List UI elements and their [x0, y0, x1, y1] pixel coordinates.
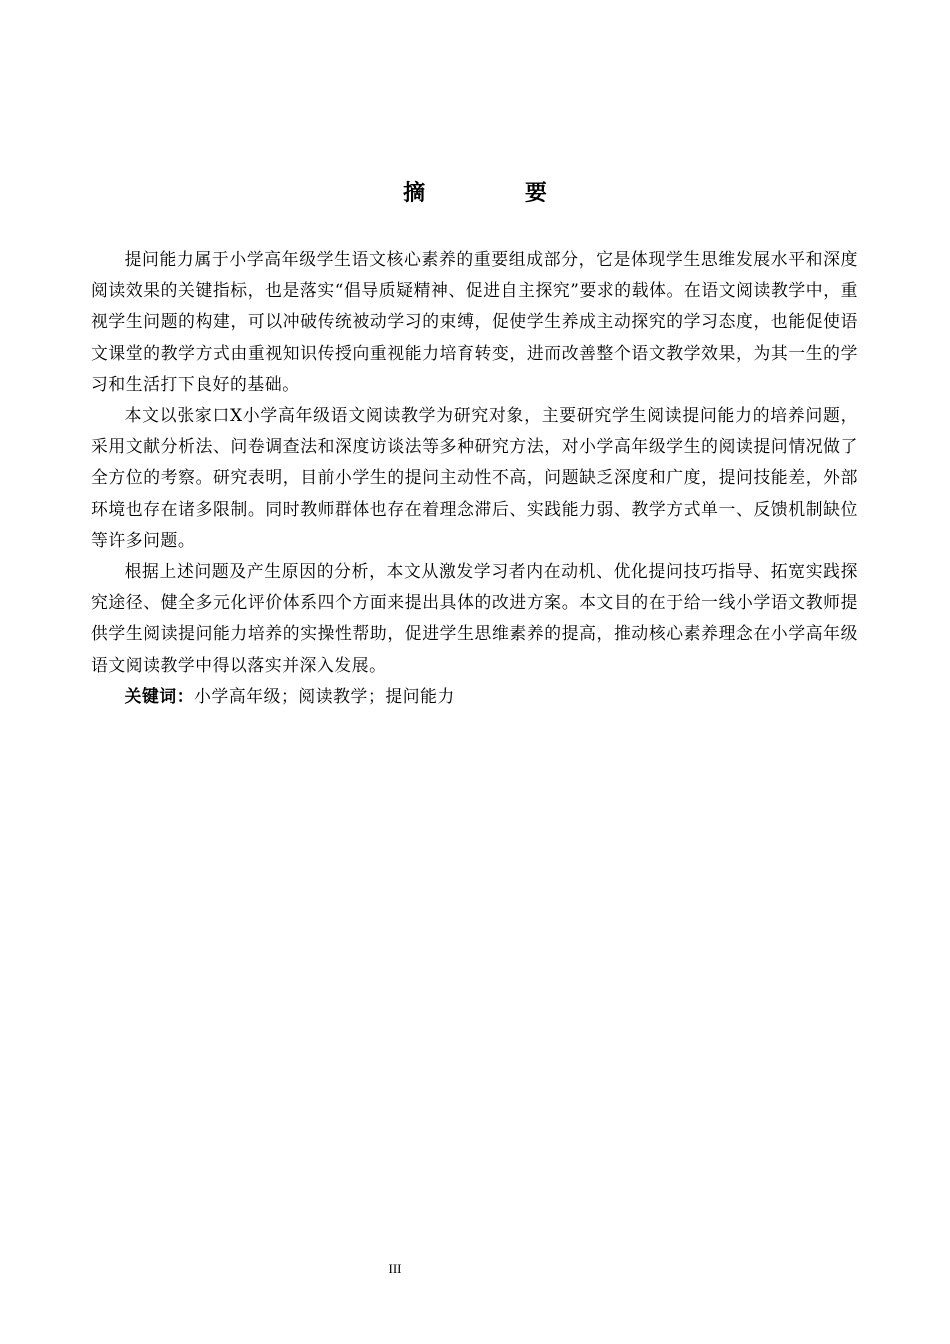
- keywords-value: 小学高年级；阅读教学；提问能力: [194, 685, 455, 706]
- page-number: III: [388, 1261, 402, 1276]
- keywords-label: 关键词：: [124, 685, 195, 706]
- abstract-paragraph-2: 本文以张家口X小学高年级语文阅读教学为研究对象，主要研究学生阅读提问能力的培养问题，采用文献分析法、问卷调查法和深度访谈法等多种研究方法，对小学高年级学生的阅读提问情况做了全方位的考察。研究表明，目前小学生的提问主动性不高，问题缺乏深度和广度，提问技能差，外部环境也存在诸多限制。同时教师群体也存在着理念滞后、实践能力弱、教学方式单一、反馈机制缺位等许多问题。: [91, 405, 858, 550]
- abstract-paragraph-3: 根据上述问题及产生原因的分析，本文从激发学习者内在动机、优化提问技巧指导、拓宽实践探究途径、健全多元化评价体系四个方面来提出具体的改进方案。本文目的在于给一线小学语文教师提供学生阅读提问能力培养的实操性帮助，促进学生思维素养的提高，推动核心素养理念在小学高年级语文阅读教学中得以落实并深入发展。: [91, 561, 858, 675]
- abstract-paragraph-1: 提问能力属于小学高年级学生语文核心素养的重要组成部分，它是体现学生思维发展水平和深度阅读效果的关键指标，也是落实“倡导质疑精神、促进自主探究”要求的载体。在语文阅读教学中，重视学生问题的构建，可以冲破传统被动学习的束缚，促使学生养成主动探究的学习态度，也能促使语文课堂的教学方式由重视知识传授向重视能力培育转变，进而改善整个语文教学效果，为其一生的学习和生活打下良好的基础。: [91, 249, 858, 394]
- abstract-body: [91, 244, 858, 712]
- abstract-title: 摘 要: [403, 181, 593, 206]
- keywords-line: [91, 681, 858, 712]
